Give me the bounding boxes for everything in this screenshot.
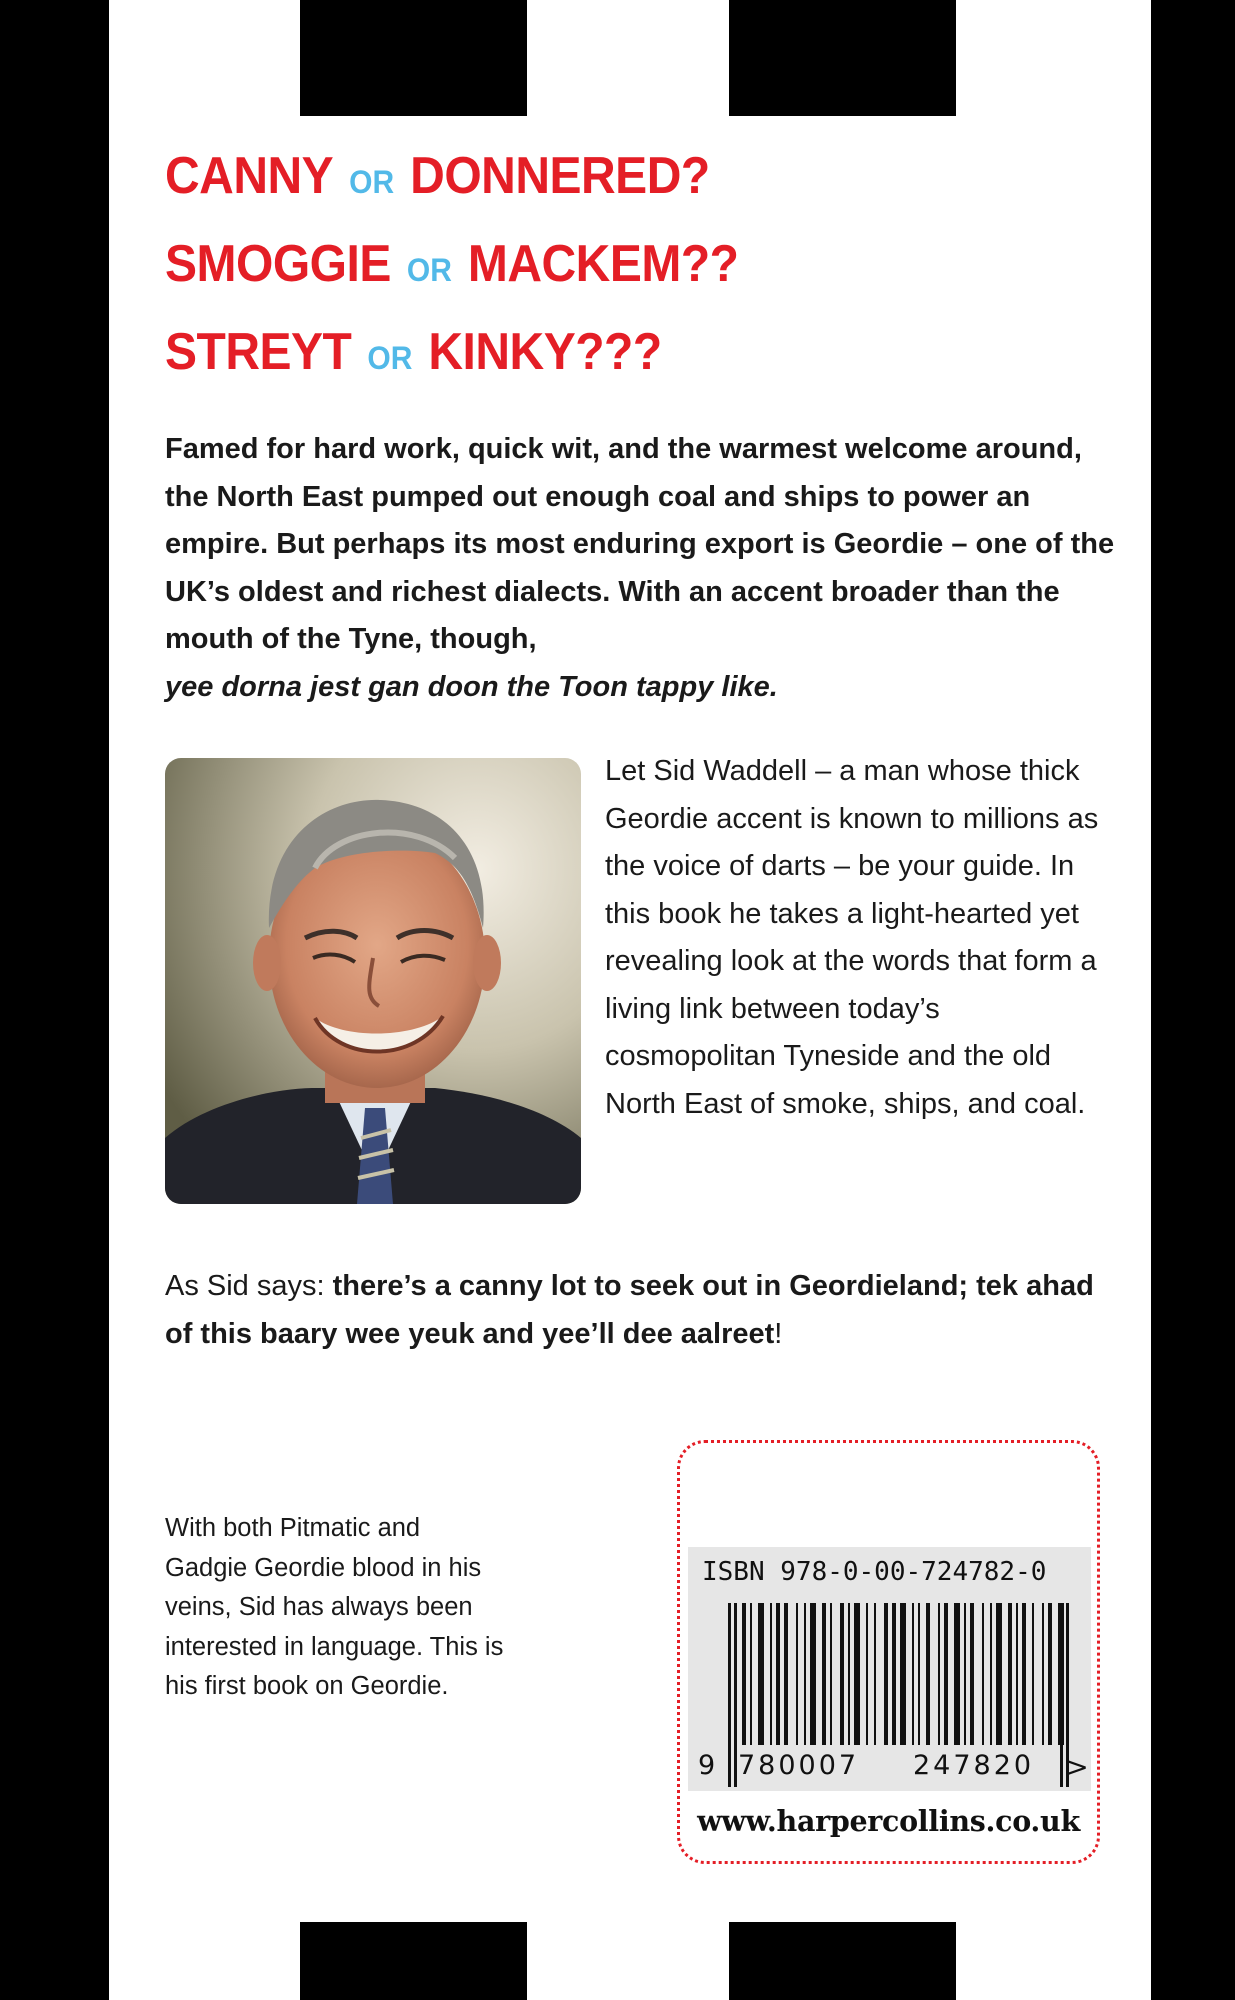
headline-or: OR <box>367 341 413 377</box>
barcode-bar <box>866 1603 868 1745</box>
barcode-bar <box>874 1603 876 1745</box>
headline-word: STREYT <box>165 323 352 381</box>
barcode-bar <box>892 1603 896 1745</box>
barcode-block <box>677 1440 1100 1864</box>
barcode-bar <box>854 1603 860 1745</box>
barcode-icon <box>688 1547 1091 1791</box>
headline-word: DONNERED? <box>410 147 710 205</box>
isbn-label: ISBN 978-0-00-724782-0 <box>702 1557 1047 1587</box>
barcode-bar <box>810 1603 816 1745</box>
barcode-bar <box>982 1603 984 1745</box>
barcode-bar <box>1032 1603 1034 1745</box>
headline-line-3 <box>165 323 662 381</box>
barcode-bar <box>964 1603 966 1745</box>
headline-word: KINKY??? <box>428 323 662 381</box>
barcode-bar <box>1008 1603 1012 1745</box>
barcode-bar <box>996 1603 1002 1745</box>
headline-word: MACKEM?? <box>467 235 739 293</box>
barcode-end-mark: > <box>1066 1752 1089 1783</box>
barcode-bar <box>830 1603 832 1745</box>
top-stripe-left <box>300 0 527 116</box>
bottom-stripe-left <box>300 1922 527 2000</box>
barcode-bar <box>926 1603 930 1745</box>
sid-says-paragraph <box>165 1262 1115 1358</box>
barcode-bar <box>990 1603 992 1745</box>
barcode-bar <box>770 1603 772 1745</box>
bottom-stripe-right <box>729 1922 956 2000</box>
intro-italic: yee dorna jest gan doon the Toon tappy like. <box>165 670 778 703</box>
barcode-bar <box>758 1603 764 1745</box>
barcode-bar <box>900 1603 906 1745</box>
barcode-bar <box>804 1603 806 1745</box>
barcode-digit-lead: 9 <box>698 1750 716 1781</box>
publisher-website: www.harpercollins.co.uk <box>697 1804 1080 1838</box>
barcode-digits-left: 780007 <box>738 1750 860 1781</box>
barcode-bar <box>938 1603 940 1745</box>
barcode-bar <box>796 1603 798 1745</box>
barcode-bar <box>970 1603 974 1745</box>
headline-or: OR <box>406 253 452 289</box>
book-back-cover <box>109 0 1151 2000</box>
barcode-digits-right: 247820 <box>913 1750 1035 1781</box>
barcode-bar <box>1060 1603 1063 1787</box>
barcode-bar <box>1016 1603 1018 1745</box>
barcode-bar <box>918 1603 920 1745</box>
says-quote: there’s a canny lot to seek out in Geordieland; tek ahad of this baary wee yeuk and yee’ll dee aalreet <box>165 1270 1094 1350</box>
says-end: ! <box>774 1318 783 1350</box>
barcode-bar <box>776 1603 780 1745</box>
barcode-panel <box>688 1547 1091 1791</box>
barcode-bar <box>840 1603 844 1745</box>
barcode-bar <box>884 1603 888 1745</box>
headline-line-1 <box>165 147 710 205</box>
intro-paragraph <box>165 426 1115 711</box>
headline-word: CANNY <box>165 147 334 205</box>
barcode-bar <box>848 1603 850 1745</box>
bio-paragraph: Let Sid Waddell – a man whose thick Geordie accent is known to millions as the voice of darts – be your guide. In this book he takes a light-hearted yet revealing look at the words that form a living link between today’s cosmopolitan Tyneside and the old North East of smoke, ships, and coal. <box>605 755 1099 1120</box>
headline-or: OR <box>349 165 395 201</box>
author-note: With both Pitmatic and Gadgie Geordie blood in his veins, Sid has always been interested in language. This is his first book on Geordie. <box>165 1514 504 1700</box>
intro-text: Famed for hard work, quick wit, and the warmest welcome around, the North East pumped out enough coal and ships to power an empire. But perhaps its most enduring export is Geordie – one of the UK’s oldest and richest dialects. With an accent broader than the mouth of the Tyne, though, <box>165 433 1115 655</box>
says-lead: As Sid says: <box>165 1270 333 1302</box>
barcode-bar <box>750 1603 752 1745</box>
barcode-bar <box>944 1603 948 1745</box>
barcode-bar <box>742 1603 746 1745</box>
barcode-bar <box>734 1603 737 1787</box>
barcode-bar <box>822 1603 826 1745</box>
barcode-bar <box>1048 1603 1052 1745</box>
barcode-bar <box>1042 1603 1044 1745</box>
headline-line-2 <box>165 235 739 293</box>
barcode-bar <box>784 1603 788 1745</box>
barcode-bar <box>912 1603 914 1745</box>
author-photo <box>165 758 581 1204</box>
top-stripe-right <box>729 0 956 116</box>
barcode-bar <box>954 1603 960 1745</box>
barcode-bar <box>1022 1603 1026 1745</box>
barcode-bar <box>728 1603 731 1787</box>
headline-word: SMOGGIE <box>165 235 391 293</box>
